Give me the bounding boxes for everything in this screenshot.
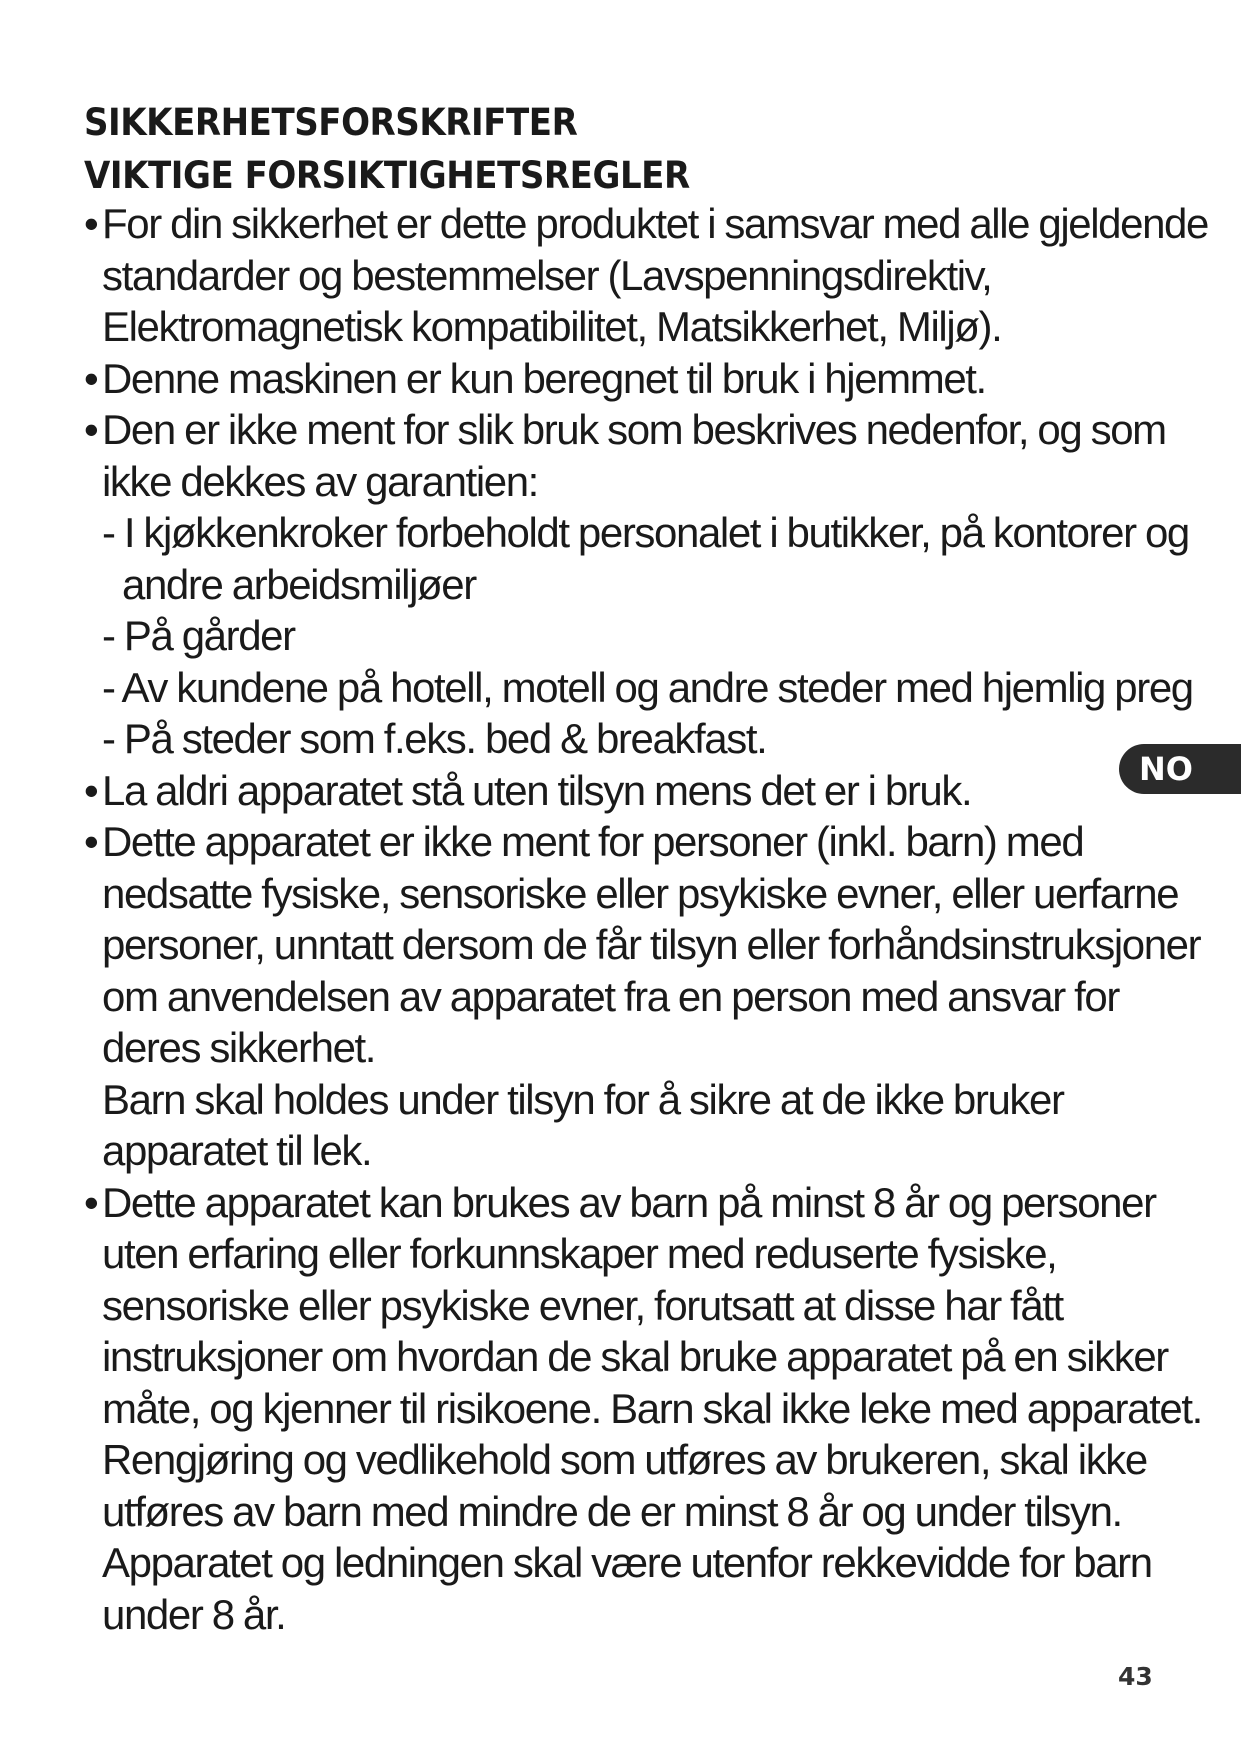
safety-text [84,198,1214,1640]
page-number: 43 [1118,1662,1153,1691]
bullet-reduced-capabilities: • Dette apparatet er ikke ment for personer (inkl. barn) med nedsatte fysiske, sensoriske eller psykiske evner, eller uerfarne personer, unntatt dersom de får tilsyn eller forhåndsinstruksjoner om anvendelsen av apparatet fra en person med ansvar for deres sikkerhet. [84,816,1214,1074]
bullet-household-use: • Denne maskinen er kun beregnet til bruk i hjemmet. [84,353,1214,405]
section-heading [84,96,1050,202]
bullet-not-intended-use: • Den er ikke ment for slik bruk som beskrives nedenfor, og som ikke dekkes av garantien: [84,404,1214,507]
paragraph-cord-out-of-reach: Apparatet og ledningen skal være utenfor rekkevidde for barn under 8 år. [102,1539,1152,1638]
bullet-children-8-years: • Dette apparatet kan brukes av barn på minst 8 år og personer uten erfaring eller forkunnskaper med reduserte fysiske, sensoriske eller psykiske evner, forutsatt at disse har fått instruksjoner om hvordan de skal bruke apparatet på en sikker måte, og kjenner til risikoene. Barn skal ikke leke med apparatet. Rengjøring og vedlikehold som utføres av brukeren, skal ikke utføres av barn med mindre de er minst 8 år og under tilsyn. [84,1177,1214,1538]
sub-item-farms: - På gårder [102,612,295,659]
sub-item-staff-kitchens: - I kjøkkenkroker forbeholdt personalet i butikker, på kontorer og andre arbeidsmiljøer [102,509,1189,608]
bullet-unattended: • La aldri apparatet stå uten tilsyn mens det er i bruk. [84,765,1214,817]
sub-item-hotels: - Av kundene på hotell, motell og andre steder med hjemlig preg [102,663,1193,711]
heading-safety-instructions: SIKKERHETSFORSKRIFTER [84,101,578,144]
paragraph-children-supervision: Barn skal holdes under tilsyn for å sikre at de ikke bruker apparatet til lek. [102,1075,1064,1174]
bullet-compliance: • For din sikkerhet er dette produktet i samsvar med alle gjeldende standarder og bestemmelser (Lavspenningsdirektiv, Elektromagnetisk kompatibilitet, Matsikkerhet, Miljø). [84,198,1214,353]
sub-item-bed-and-breakfast: - På steder som f.eks. bed & breakfast. [102,715,767,762]
language-tab-badge: NO [1119,744,1241,794]
heading-important-precautions: VIKTIGE FORSIKTIGHETSREGLER [84,154,690,197]
